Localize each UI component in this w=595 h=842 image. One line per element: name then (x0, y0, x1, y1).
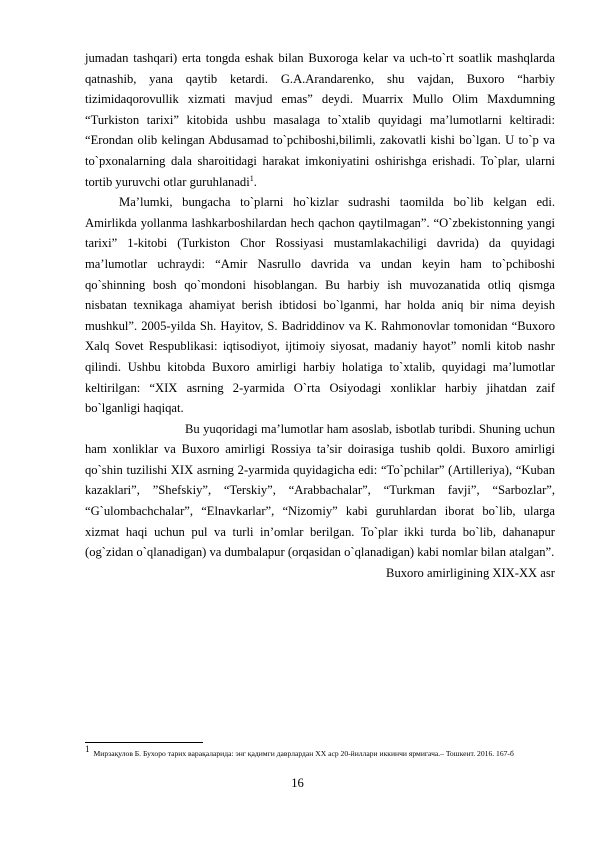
footnote-reference[interactable]: 1 (249, 173, 254, 183)
paragraph-1-text: jumadan tashqari) erta tongda eshak bilan Buxoroga kelar va uch-to`rt soatlik mashqlarda qatnashib, yana qaytib ketardi. G.A.Arandarenko, shu vajdan, Buxoro “harbiy tizimidaqorovullik xizmati mavjud emas” deydi. Muarrix Mullo Olim Maxdumning “Turkiston tarixi” kitobida ushbu masalaga to`xtalib quyidagi ma’lumotlarni keltiradi: “Erondan olib kelingan Abdusamad to`pchiboshi,bilimli, zakovatli kishi bo`lgan. U to`p va to`pxonalarning dala sharoitidagi harakat imkoniyatini oshirishga erishadi. To`plar, ularni tortib yuruvchi otlar guruhlanadi (85, 51, 555, 189)
paragraph-4: Buxoro amirligining XIX-XX asr (386, 565, 555, 580)
footnote-divider (85, 742, 203, 743)
footnote-mark: 1 (85, 744, 90, 755)
paragraph-1-end: . (253, 174, 257, 189)
footnote-text: Мирзақулов Б. Бухоро тарих варақаларида: энг қадимги даврлардан XX аср 20-йиллари иккинчи ярмигача.– Тошкент. 2016. 167-б (93, 749, 514, 758)
paragraph-1 (85, 48, 555, 192)
paragraph-2: Ma’lumki, bungacha to`plarni ho`kizlar sudrashi taomilda bo`lib kelgan edi. Amirlikda yollanma lashkarboshilardan hech qachon qaytilmagan”. “O`zbekistonning yangi tarixi” 1-kitobi (Turkiston Chor Rossiyasi mustamlakachiligi davrida) da quyidagi ma’lumotlar uchraydi: “Amir Nasrullo davrida va undan keyin ham to`pchiboshi qo`shinning bosh qo`mondoni hisoblangan. Bu harbiy ish muvozanatida otliq qismga nisbatan texnikaga ahamiyat berish ibtidosi bo`lganmi, har holda aniq bir nima deyish mushkul”. 2005-yilda Sh. Hayitov, S. Badriddinov va K. Rahmonovlar tomonidan “Buxoro Xalq Sovet Respublikasi: iqtisodiyot, ijtimoiy siyosat, madaniy hayot” nomli kitob nashr qilindi. Ushbu kitobda Buxoro amirligi harbiy holatiga to`xtalib, quyidagi ma’lumotlar keltirilgan: “XIX asrning 2-yarmida O`rta Osiyodagi xonliklar harbiy jihatdan zaif bo`lganligi haqiqat. (85, 195, 555, 416)
page-number: 16 (291, 776, 304, 790)
footnote (85, 744, 555, 759)
paragraph-3: Bu yuqoridagi ma’lumotlar ham asoslab, isbotlab turibdi. Shuning uchun ham xonliklar va Buxoro amirligi Rossiya ta’sir doirasiga tushib qoldi. Buxoro amirligi qo`shin tuzilishi XIX asrning 2-yarmida quyidagicha edi: “To`pchilar” (Artilleriya), “Kuban kazaklari”, ”Shefskiy”, “Terskiy”, “Arabbachalar”, “Turkman favji”, “Sarbozlar”, “G`ulombachchalar”, “Elnavkarlar”, “Nizomiy” kabi guruhlardan iborat bo`lib, ularga xizmat haqi uchun pul va turli in’omlar berilgan. To`plar ikki turda bo`lib, dahanapur (og`zidan o`qlanadigan) va dumbalapur (orqasidan o`qlanadigan) kabi nomlar bilan atalgan”. (85, 421, 555, 560)
body-text (85, 48, 555, 583)
